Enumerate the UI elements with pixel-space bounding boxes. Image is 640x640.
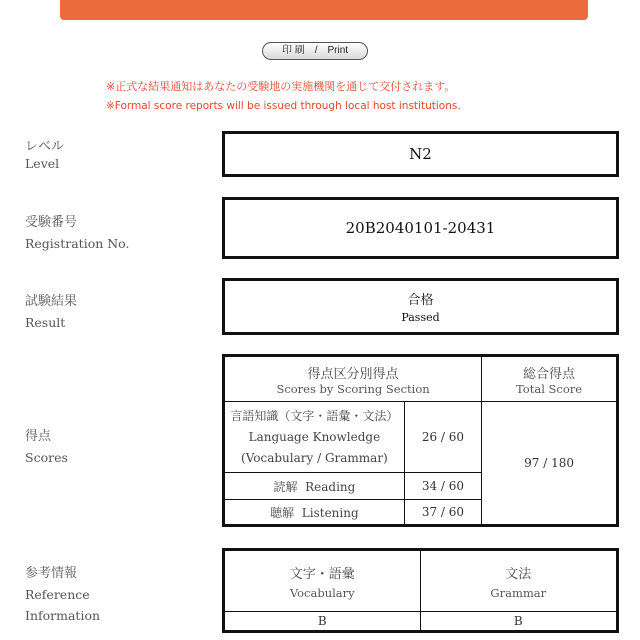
section-listening: 聴解 Listening [224,500,405,526]
score-language-knowledge: 26 / 60 [404,402,481,473]
registration-value: 20B2040101-20431 [345,219,496,237]
reference-vocabulary-grade: B [224,612,421,632]
reference-grammar-header: 文法 Grammar [420,550,617,612]
result-label: 試験結果 Result [25,294,78,330]
total-score-header: 総合得点 Total Score [482,356,618,402]
total-score-value: 97 / 180 [482,402,618,526]
section-language-knowledge: 言語知識（文字・語彙・文法） Language Knowledge (Vocabulary / Grammar) [224,402,405,473]
scores-table [222,354,619,527]
reference-vocabulary-header: 文字・語彙 Vocabulary [224,550,421,612]
result-value-box [222,278,619,335]
reference-grammar-grade: B [420,612,617,632]
results-banner [60,0,588,20]
registration-label: 受験番号 Registration No. [25,215,130,251]
reference-table [222,548,619,633]
print-button[interactable]: 印 刷 / Print [262,42,368,60]
scores-label: 得点 Scores [25,429,68,465]
scores-section-header: 得点区分別得点 Scores by Scoring Section [224,356,482,402]
score-listening: 37 / 60 [404,500,481,526]
level-value: N2 [409,145,432,163]
level-label: レベル Level [25,139,65,171]
result-value-japanese: 合格 [407,293,434,308]
result-value-english: Passed [401,311,440,324]
section-reading: 読解 Reading [224,473,405,500]
score-reading: 34 / 60 [404,473,481,500]
registration-value-box [222,197,619,259]
notice-english: ※Formal score reports will be issued through local host institutions. [106,100,461,112]
reference-label: 参考情報 Reference Information [25,566,101,623]
notice-japanese: ※正式な結果通知はあなたの受験地の実施機関を通じて交付されます。 [106,80,456,93]
level-value-box [222,131,619,177]
